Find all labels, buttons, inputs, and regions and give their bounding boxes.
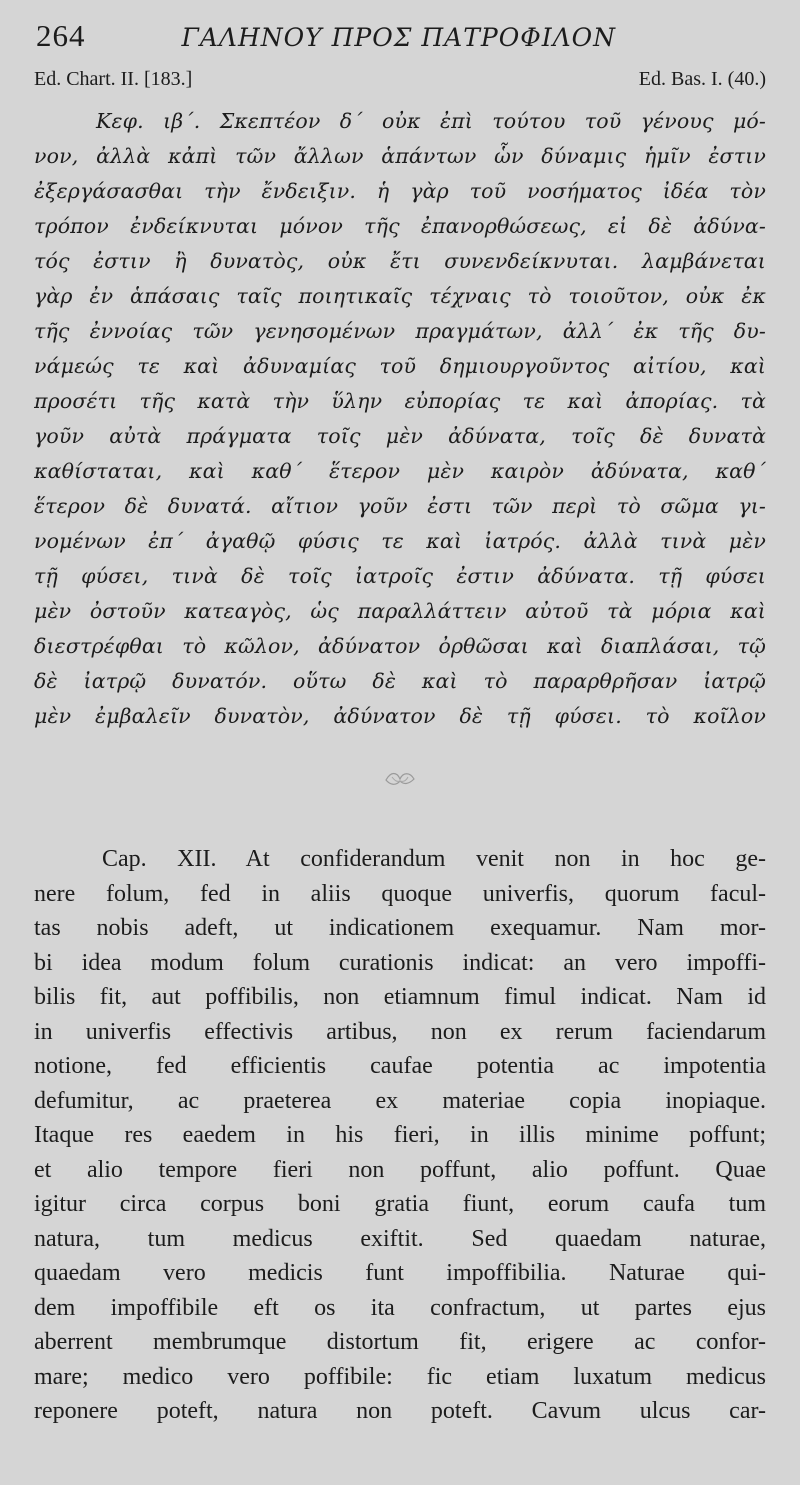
greek-line: τῇ φύσει, τινὰ δὲ τοῖς ἰατροῖς ἐστιν ἀδύνατα. τῇ φύσει — [34, 564, 766, 588]
latin-line: bi idea modum folum curationis indicat: an vero impoffi- — [34, 949, 766, 976]
greek-line: καθίσταται, καὶ καθ΄ ἕτερον μὲν καιρὸν ἀδύνατα, καθ΄ — [34, 459, 766, 483]
latin-text — [34, 842, 766, 1429]
greek-line: μὲν ὀστοῦν κατεαγὸς, ὡς παραλλάττειν αὐτοῦ τὰ μόρια καὶ — [34, 599, 766, 623]
latin-line: Itaque res eaedem in his fieri, in illis minime poffunt; — [34, 1122, 766, 1148]
latin-line: defumitur, ac praeterea ex materiae copia inopiaque. — [34, 1087, 766, 1114]
latin-line: aberrent membrumque distortum fit, erigere ac confor- — [34, 1329, 766, 1355]
greek-line: προσέτι τῆς κατὰ τὴν ὕλην εὐπορίας τε καὶ ἀπορίας. τὰ — [34, 389, 766, 413]
edition-left: Ed. Chart. II. [183.] — [34, 68, 193, 90]
latin-line: notione, fed efficientis caufae potentia ac impotentia — [34, 1053, 766, 1079]
latin-line: tas nobis adeft, ut indicationem exequamur. Nam mor- — [34, 915, 766, 941]
latin-line: dem impoffibile eft os ita confractum, ut partes ejus — [34, 1294, 766, 1321]
running-title: ΓΑΛΗΝΟΥ ΠΡΟΣ ΠΑΤΡΟΦΙΛΟΝ — [181, 23, 616, 52]
greek-line: ἕτερον δὲ δυνατά. αἴτιον γοῦν ἐστι τῶν περὶ τὸ σῶμα γι- — [34, 494, 766, 518]
latin-line: et alio tempore fieri non poffunt, alio poffunt. Quae — [34, 1156, 766, 1183]
latin-line: reponere poteft, natura non poteft. Cavum ulcus car- — [34, 1398, 766, 1424]
latin-line: quaedam vero medicis funt impoffibilia. Naturae qui- — [34, 1260, 766, 1286]
greek-line: Κεφ. ιβ΄. Σκεπτέον δ΄ οὐκ ἐπὶ τούτου τοῦ γένους μό- — [96, 109, 766, 133]
latin-line: igitur circa corpus boni gratia fiunt, eorum caufa tum — [34, 1191, 766, 1217]
greek-line: νομένων ἐπ΄ ἀγαθῷ φύσις τε καὶ ἰατρός. ἀλλὰ τινὰ μὲν — [34, 529, 766, 553]
latin-line: nere folum, fed in aliis quoque univerfis, quorum facul- — [34, 880, 766, 907]
greek-line: νάμεώς τε καὶ ἀδυναμίας τοῦ δημιουργοῦντος αἰτίου, καὶ — [34, 354, 766, 378]
ornament-icon — [379, 764, 421, 792]
greek-line: νον, ἀλλὰ κἀπὶ τῶν ἄλλων ἁπάντων ὧν δύναμις ἡμῖν ἐστιν — [34, 144, 766, 168]
greek-line: γοῦν αὐτὰ πράγματα τοῖς μὲν ἀδύνατα, τοῖς δὲ δυνατὰ — [34, 424, 766, 448]
greek-line: ἐξεργάσασθαι τὴν ἔνδειξιν. ἡ γὰρ τοῦ νοσήματος ἰδέα τὸν — [34, 179, 766, 203]
greek-line: τρόπον ἐνδείκνυται μόνον τῆς ἐπανορθώσεως, εἰ δὲ ἀδύνα- — [34, 214, 766, 238]
greek-text — [34, 104, 766, 734]
edition-right: Ed. Bas. I. (40.) — [638, 68, 766, 90]
page-header — [34, 18, 766, 60]
latin-line: bilis fit, aut poffibilis, non etiamnum fimul indicat. Nam id — [34, 984, 766, 1010]
page-number: 264 — [36, 18, 86, 53]
latin-line: Cap. XII. At confiderandum venit non in hoc ge- — [102, 846, 766, 872]
greek-line: τῆς ἐννοίας τῶν γενησομένων πραγμάτων, ἀλλ΄ ἐκ τῆς δυ- — [34, 319, 766, 343]
latin-line: natura, tum medicus exiftit. Sed quaedam naturae, — [34, 1225, 766, 1252]
latin-line: mare; medico vero poffibile: fic etiam luxatum medicus — [34, 1363, 766, 1390]
latin-line: in univerfis effectivis artibus, non ex rerum faciendarum — [34, 1018, 766, 1045]
greek-line: διεστρέφθαι τὸ κῶλον, ἀδύνατον ὀρθῶσαι καὶ διαπλάσαι, τῷ — [34, 634, 766, 658]
section-ornament — [34, 744, 766, 812]
greek-line: γὰρ ἐν ἁπάσαις ταῖς ποιητικαῖς τέχναις τὸ τοιοῦτον, οὐκ ἐκ — [34, 284, 766, 308]
greek-line: μὲν ἐμβαλεῖν δυνατὸν, ἀδύνατον δὲ τῇ φύσει. τὸ κοῖλον — [34, 704, 766, 728]
greek-line: δὲ ἰατρῷ δυνατόν. οὕτω δὲ καὶ τὸ παραρθρῆσαν ἰατρῷ — [34, 669, 766, 693]
greek-line: τός ἐστιν ἢ δυνατὸς, οὐκ ἔτι συνενδείκνυται. λαμβάνεται — [34, 249, 766, 273]
edition-references — [34, 68, 766, 98]
